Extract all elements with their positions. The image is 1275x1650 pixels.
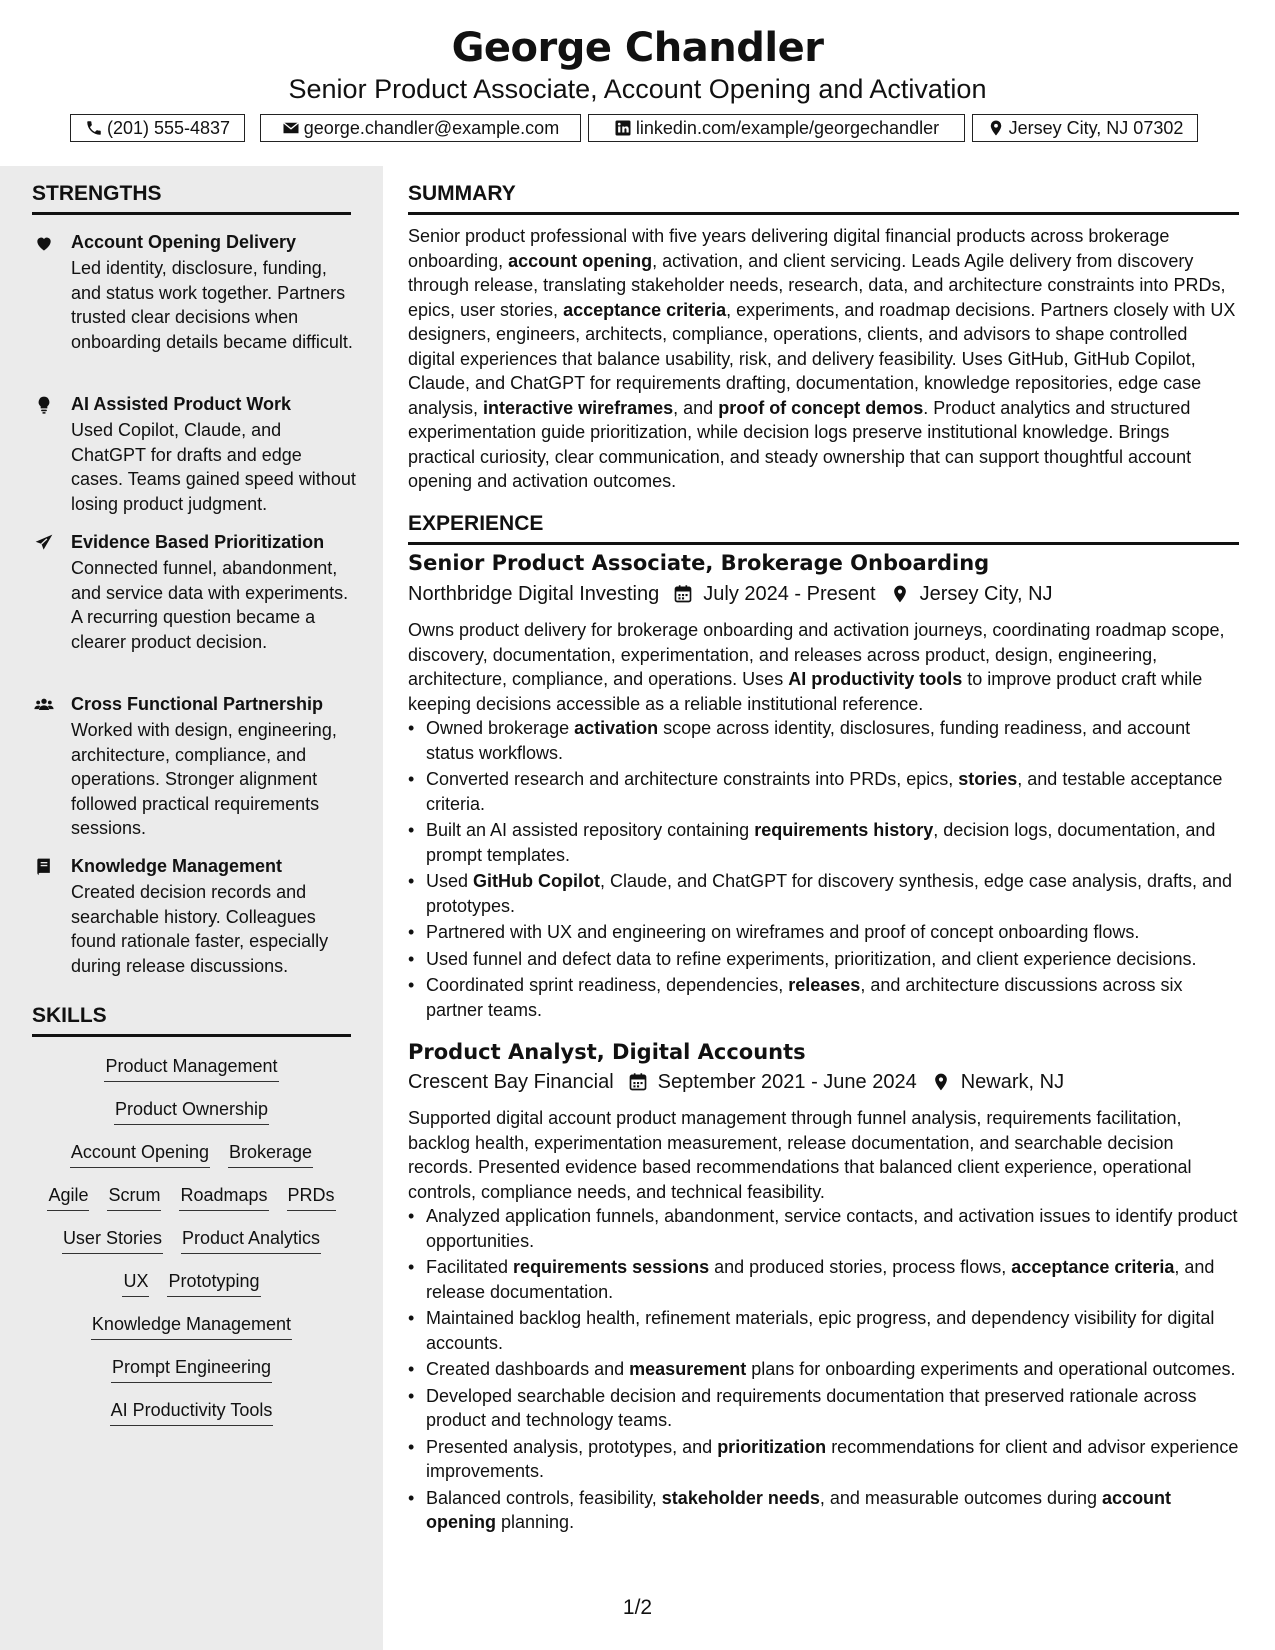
skills-row <box>32 1140 351 1168</box>
phone-icon <box>85 119 103 137</box>
skills-row <box>32 1183 351 1211</box>
strength-title: Account Opening Delivery <box>71 232 297 252</box>
job-summary: Owns product delivery for brokerage onboarding and activation journeys, coordinating roadmap scope, discovery, documentation, experimentation, and releases across product, design, engineering, architecture, compliance, and operations. Uses AI productivity tools to improve product craft while keeping decisions accessible as a reliable institutional reference. <box>408 620 1225 714</box>
skill-tag: Scrum <box>107 1183 161 1211</box>
skills-row <box>32 1054 351 1082</box>
skills-row <box>32 1226 351 1254</box>
skills-heading: SKILLS <box>32 1002 351 1037</box>
skill-tag: Product Management <box>104 1054 278 1082</box>
bullet-item: • Used GitHub Copilot, Claude, and ChatGPT for discovery synthesis, edge case analysis, drafts, and prototypes. <box>408 869 1239 918</box>
candidate-headline: Senior Product Associate, Account Opening and Activation <box>288 74 987 104</box>
skill-tag: AI Productivity Tools <box>110 1398 274 1426</box>
email-text: george.chandler@example.com <box>303 117 560 138</box>
strength-description: Created decision records and searchable history. Colleagues found rationale faster, especially during release discussions. <box>71 882 329 976</box>
skill-tag: Roadmaps <box>179 1183 268 1211</box>
envelope-icon <box>282 119 300 137</box>
phone-contact[interactable] <box>70 114 245 142</box>
skill-tag: Product Ownership <box>114 1097 269 1125</box>
job-summary: Supported digital account product management through funnel analysis, requirements facilitation, backlog health, experimentation measurement, release documentation, and searchable decision records. Presented evidence based recommendations that balanced client experience, operational controls, compliance needs, and technical feasibility. <box>408 1108 1192 1202</box>
location-contact <box>972 114 1198 142</box>
bullet-item: • Coordinated sprint readiness, dependencies, releases, and architecture discussions across six partner teams. <box>408 973 1239 1022</box>
skill-tag: PRDs <box>287 1183 336 1211</box>
linkedin-icon <box>614 119 632 137</box>
strengths-heading: STRENGTHS <box>32 180 351 215</box>
skills-row <box>32 1398 351 1426</box>
linkedin-text: linkedin.com/example/georgechandler <box>635 117 940 138</box>
skill-tag: Prompt Engineering <box>111 1355 272 1383</box>
job-bullets <box>408 1204 1239 1537</box>
job-meta <box>408 580 1053 608</box>
summary-heading: SUMMARY <box>408 180 1239 215</box>
strength-title: Cross Functional Partnership <box>71 694 324 714</box>
strength-title: AI Assisted Product Work <box>71 394 292 414</box>
skill-tag: User Stories <box>62 1226 163 1254</box>
job-bullets <box>408 716 1239 1024</box>
bullet-item: • Built an AI assisted repository containing requirements history, decision logs, documentation, and prompt templates. <box>408 818 1239 867</box>
job-title: Product Analyst, Digital Accounts <box>408 1040 806 1064</box>
company-name: Crescent Bay Financial <box>408 1071 614 1093</box>
map-pin-icon <box>987 119 1005 137</box>
bullet-item: • Balanced controls, feasibility, stakeholder needs, and measurable outcomes during account opening planning. <box>408 1486 1239 1535</box>
job-location: Jersey City, NJ <box>919 583 1053 605</box>
strength-title: Evidence Based Prioritization <box>71 532 325 552</box>
heart-icon <box>34 233 54 253</box>
job-meta <box>408 1068 1064 1096</box>
skill-tag: Account Opening <box>70 1140 210 1168</box>
strength-description: Connected funnel, abandonment, and service data with experiments. A recurring question became a clearer product decision. <box>71 558 349 652</box>
bullet-item: • Partnered with UX and engineering on wireframes and proof of concept onboarding flows. <box>408 920 1239 945</box>
experience-heading: EXPERIENCE <box>408 510 1239 545</box>
calendar-icon <box>628 1072 648 1092</box>
job-dates: September 2021 - June 2024 <box>657 1071 917 1093</box>
job-location: Newark, NJ <box>960 1071 1065 1093</box>
strength-title: Knowledge Management <box>71 856 283 876</box>
calendar-icon <box>673 584 693 604</box>
strength-description: Used Copilot, Claude, and ChatGPT for drafts and edge cases. Teams gained speed without losing product judgment. <box>71 420 356 514</box>
lightbulb-icon <box>34 395 54 415</box>
bullet-item: • Owned brokerage activation scope across identity, disclosures, funding readiness, and account status workflows. <box>408 716 1239 765</box>
page-indicator: 1/2 <box>622 1596 653 1619</box>
phone-text: (201) 555-4837 <box>106 117 231 138</box>
skill-tag: Agile <box>47 1183 89 1211</box>
bullet-item: • Presented analysis, prototypes, and prioritization recommendations for client and advisor experience improvements. <box>408 1435 1239 1484</box>
bullet-item: • Created dashboards and measurement plans for onboarding experiments and operational outcomes. <box>408 1357 1239 1382</box>
skills-row <box>32 1269 351 1297</box>
skill-tag: Knowledge Management <box>91 1312 292 1340</box>
skills-row <box>32 1355 351 1383</box>
map-pin-icon <box>931 1072 951 1092</box>
map-pin-icon <box>890 584 910 604</box>
email-contact[interactable] <box>260 114 581 142</box>
company-name: Northbridge Digital Investing <box>408 583 660 605</box>
bullet-item: • Used funnel and defect data to refine experiments, prioritization, and client experience decisions. <box>408 947 1239 972</box>
linkedin-contact[interactable] <box>588 114 965 142</box>
candidate-name: George Chandler <box>451 25 824 71</box>
bullet-item: • Converted research and architecture constraints into PRDs, epics, stories, and testable acceptance criteria. <box>408 767 1239 816</box>
contact-bar <box>0 114 1275 144</box>
summary-text: Senior product professional with five years delivering digital financial products across brokerage onboarding, account opening, activation, and client servicing. Leads Agile delivery from discovery through release, translating stakeholder needs, research, data, and architecture constraints into PRDs, epics, user stories, acceptance criteria, experiments, and roadmap decisions. Partners closely with UX designers, engineers, architects, compliance, operations, clients, and advisors to shape controlled digital experiences that balance usability, risk, and delivery feasibility. Uses GitHub, GitHub Copilot, Claude, and ChatGPT for requirements drafting, documentation, knowledge repositories, edge case analysis, interactive wireframes, and proof of concept demos. Product analytics and structured experimentation guide prioritization, while decision logs preserve institutional knowledge. Brings practical curiosity, clear communication, and steady ownership that can support thoughtful account opening and activation outcomes. <box>408 226 1236 491</box>
bullet-item: • Facilitated requirements sessions and produced stories, process flows, acceptance criteria, and release documentation. <box>408 1255 1239 1304</box>
job-dates: July 2024 - Present <box>703 583 876 605</box>
resume-header <box>0 0 1275 166</box>
skill-tag: Prototyping <box>167 1269 260 1297</box>
skill-tag: UX <box>122 1269 149 1297</box>
bullet-item: • Analyzed application funnels, abandonment, service contacts, and activation issues to identify product opportunities. <box>408 1204 1239 1253</box>
sidebar <box>0 166 383 1650</box>
skills-row <box>32 1097 351 1125</box>
skills-row <box>32 1312 351 1340</box>
bullet-item: • Maintained backlog health, refinement materials, epic progress, and dependency visibility for digital accounts. <box>408 1306 1239 1355</box>
skill-tag: Product Analytics <box>181 1226 321 1254</box>
strength-description: Worked with design, engineering, architecture, compliance, and operations. Stronger alignment followed practical requirements sessions. <box>71 720 337 838</box>
skill-tag: Brokerage <box>228 1140 313 1168</box>
book-icon <box>34 857 54 877</box>
bullet-item: • Developed searchable decision and requirements documentation that preserved rationale across product and technology teams. <box>408 1384 1239 1433</box>
paper-plane-icon <box>34 533 54 553</box>
location-text: Jersey City, NJ 07302 <box>1008 117 1184 138</box>
job-title: Senior Product Associate, Brokerage Onboarding <box>408 551 990 575</box>
users-icon <box>32 695 56 715</box>
strength-description: Led identity, disclosure, funding, and status work together. Partners trusted clear decisions when onboarding details became difficult. <box>71 258 353 352</box>
